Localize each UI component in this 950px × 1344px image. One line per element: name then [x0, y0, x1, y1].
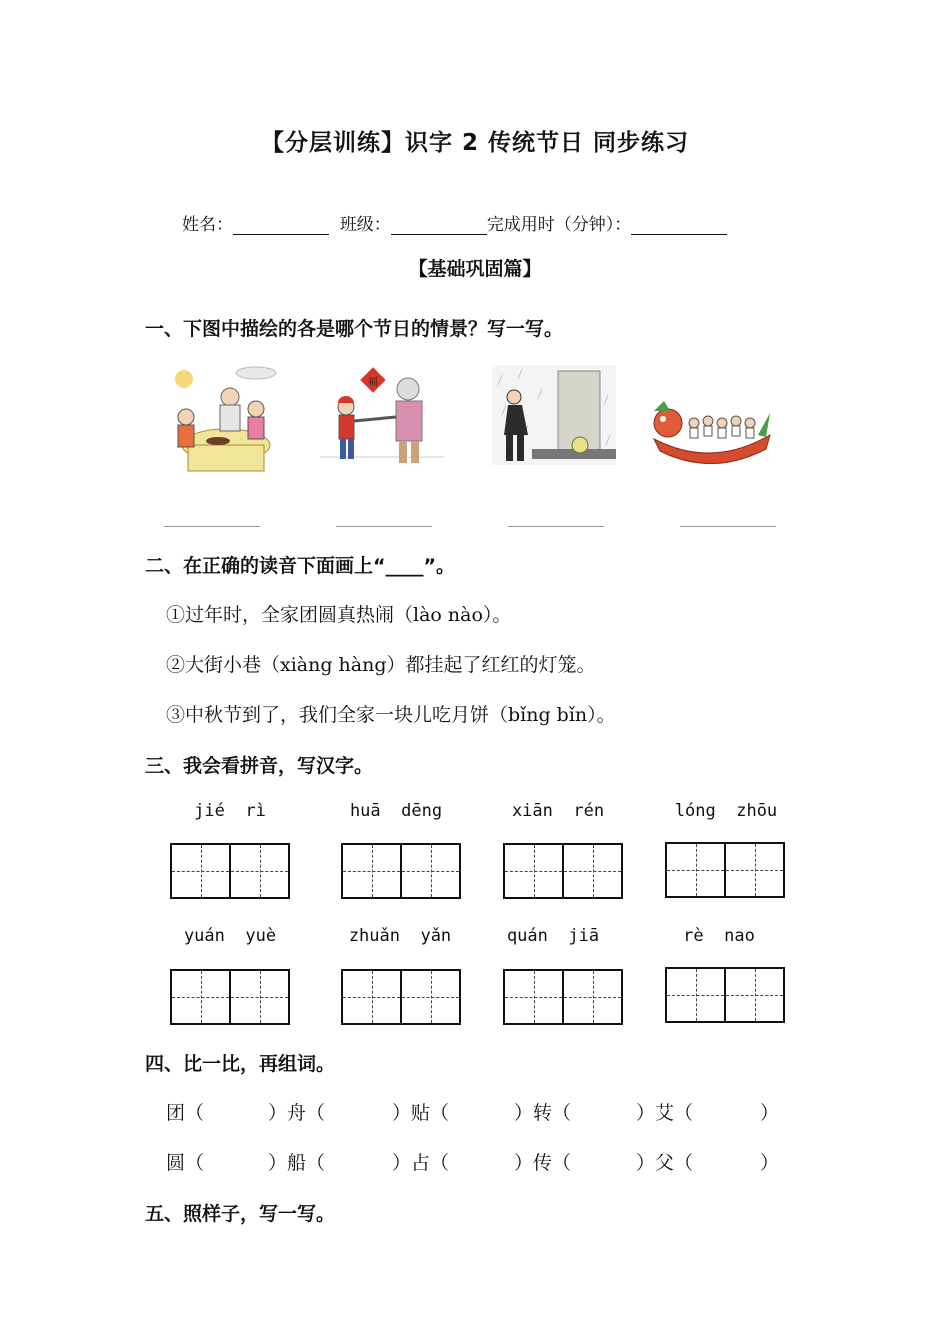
answer-line-4[interactable]: [680, 526, 776, 527]
class-label: 班级：: [339, 215, 391, 235]
writing-grid[interactable]: [503, 969, 623, 1025]
q2-item-2: ②大街小巷（xiàng hàng）都挂起了红红的灯笼。: [166, 654, 596, 676]
compare-item: ）: [760, 1102, 780, 1124]
compare-item: ）船（: [268, 1152, 326, 1174]
compare-item: 团（: [166, 1102, 205, 1124]
dragon-boat-image: [650, 365, 774, 480]
compare-item: ）占（: [392, 1152, 450, 1174]
pinyin-label: xiān rén: [511, 801, 605, 821]
pinyin-label: yuán yuè: [183, 926, 277, 946]
time-blank[interactable]: [631, 216, 727, 235]
pinyin-label: rè nao: [683, 926, 755, 946]
answer-line-1[interactable]: [164, 526, 260, 527]
compare-item: ）父（: [636, 1152, 694, 1174]
writing-grid[interactable]: [665, 967, 785, 1023]
q1-title: 一、下图中描绘的各是哪个节日的情景？写一写。: [145, 318, 564, 340]
class-blank[interactable]: [391, 216, 487, 235]
writing-grid[interactable]: [170, 969, 290, 1025]
q2-item-3: ③中秋节到了，我们全家一块儿吃月饼（bǐng bǐn）。: [166, 704, 616, 726]
q3-title: 三、我会看拼音，写汉字。: [145, 755, 374, 777]
answer-line-2[interactable]: [336, 526, 432, 527]
writing-grid[interactable]: [665, 842, 785, 898]
tomb-sweeping-image: [492, 365, 616, 480]
pinyin-label: quán jiā: [506, 926, 600, 946]
compare-item: ）传（: [514, 1152, 572, 1174]
compare-item: ）舟（: [268, 1102, 326, 1124]
compare-item: ）贴（: [392, 1102, 450, 1124]
q4-title: 四、比一比，再组词。: [145, 1053, 336, 1075]
q2-title: 二、在正确的读音下面画上“____”。: [145, 555, 455, 577]
pinyin-label: zhuǎn yǎn: [348, 926, 452, 946]
student-info-row: [182, 210, 727, 235]
answer-line-3[interactable]: [508, 526, 604, 527]
writing-grid[interactable]: [170, 843, 290, 899]
compare-item: ）转（: [514, 1102, 572, 1124]
time-label: 完成用时（分钟）：: [486, 215, 632, 235]
compare-item: 圆（: [166, 1152, 205, 1174]
page-title: 【分层训练】识字 2 传统节日 同步练习: [260, 130, 690, 156]
svg-text:福: 福: [368, 377, 378, 388]
compare-item: ）: [760, 1152, 780, 1174]
writing-grid[interactable]: [341, 843, 461, 899]
pinyin-label: jié rì: [194, 801, 266, 821]
pinyin-label: lóng zhōu: [674, 801, 778, 821]
writing-grid[interactable]: [503, 843, 623, 899]
name-label: 姓名：: [182, 215, 233, 235]
pinyin-label: huā dēng: [349, 801, 443, 821]
q5-title: 五、照样子，写一写。: [145, 1203, 336, 1225]
family-reunion-image: [166, 365, 290, 480]
compare-item: ）艾（: [636, 1102, 694, 1124]
q2-item-1: ①过年时，全家团圆真热闹（lào nào）。: [166, 604, 512, 626]
name-blank[interactable]: [233, 216, 329, 235]
new-year-greeting-image: [320, 365, 444, 480]
writing-grid[interactable]: [341, 969, 461, 1025]
section-title: 【基础巩固篇】: [408, 258, 542, 280]
